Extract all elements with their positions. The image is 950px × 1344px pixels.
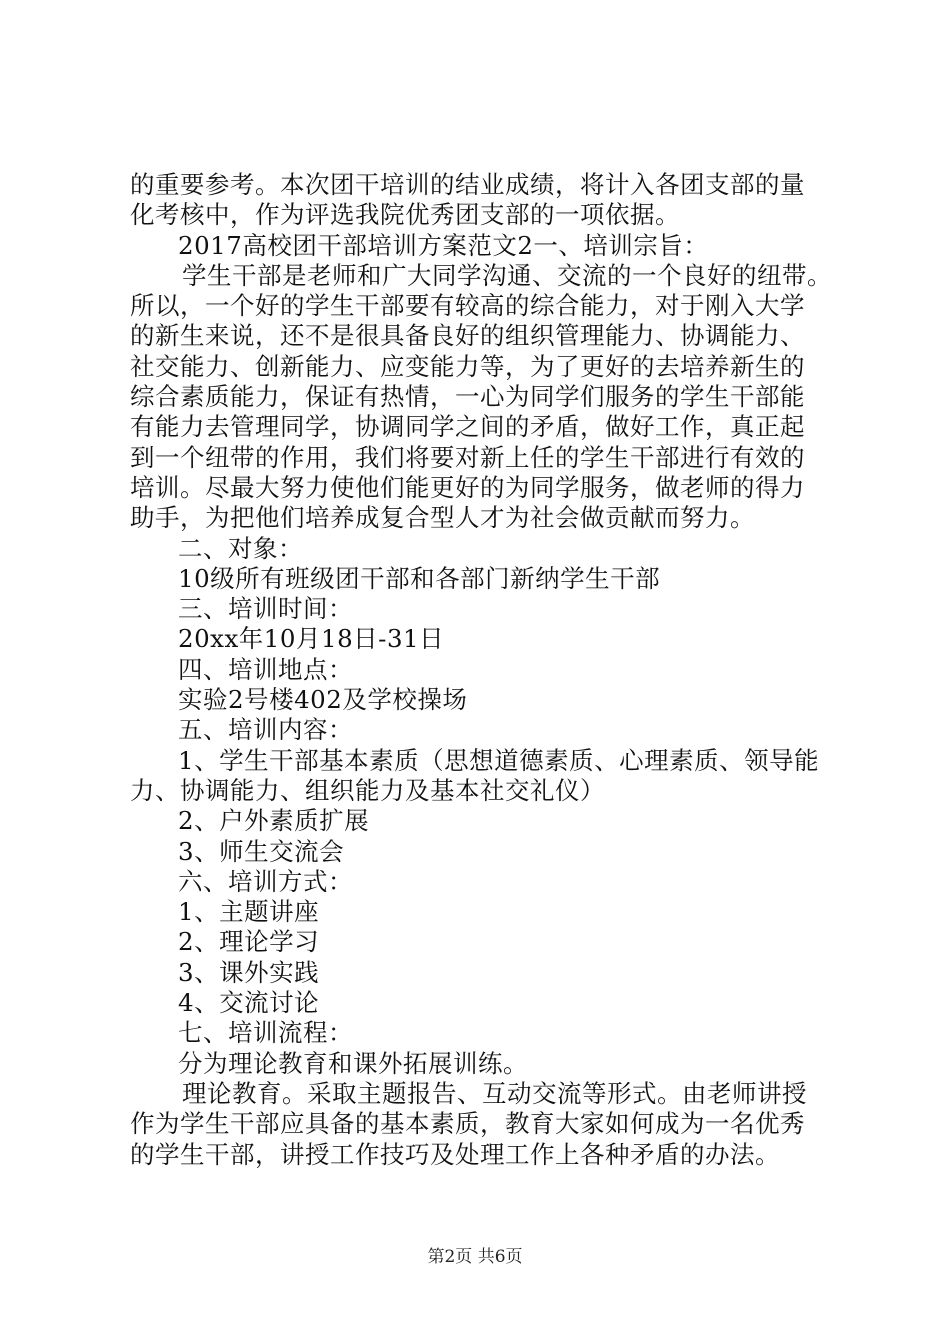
text-line: 五、培训内容： <box>178 715 353 745</box>
paragraph <box>130 1079 830 1170</box>
paragraph <box>130 715 830 745</box>
paragraph <box>130 534 830 564</box>
document-body <box>130 170 830 1170</box>
text-line: 助手，为把他们培养成复合型人才为社会做贡献而努力。 <box>130 503 755 533</box>
text-line: 实验2号楼402及学校操场 <box>178 685 468 715</box>
paragraph <box>130 1049 830 1079</box>
text-line: 的学生干部，讲授工作技巧及处理工作上各种矛盾的办法。 <box>130 1139 780 1169</box>
paragraph <box>130 231 830 261</box>
text-line: 六、培训方式： <box>178 866 353 896</box>
text-line: 三、培训时间： <box>178 594 353 624</box>
text-line: 学生干部是老师和广大同学沟通、交流的一个良好的纽带。 <box>182 260 832 290</box>
paragraph <box>130 624 830 654</box>
text-line: 的新生来说，还不是很具备良好的组织管理能力、协调能力、 <box>130 321 805 351</box>
text-line: 作为学生干部应具备的基本素质，教育大家如何成为一名优秀 <box>130 1109 805 1139</box>
text-line: 3、师生交流会 <box>178 836 345 866</box>
text-line: 1、学生干部基本素质（思想道德素质、心理素质、领导能 <box>178 745 820 775</box>
text-line: 10级所有班级团干部和各部门新纳学生干部 <box>178 563 661 593</box>
paragraph <box>130 867 830 897</box>
paragraph <box>130 746 830 807</box>
paragraph <box>130 564 830 594</box>
text-line: 所以，一个好的学生干部要有较高的综合能力，对于刚入大学 <box>130 291 805 321</box>
paragraph <box>130 170 830 231</box>
text-line: 3、课外实践 <box>178 957 320 987</box>
text-line: 分为理论教育和课外拓展训练。 <box>178 1048 528 1078</box>
page-footer: 第2页 共6页 <box>427 1247 523 1267</box>
text-line: 4、交流讨论 <box>178 988 320 1018</box>
paragraph <box>130 1018 830 1048</box>
text-line: 20xx年10月18日-31日 <box>178 624 445 654</box>
paragraph <box>130 927 830 957</box>
text-line: 2、户外素质扩展 <box>178 806 370 836</box>
paragraph <box>130 897 830 927</box>
paragraph <box>130 594 830 624</box>
text-line: 二、对象： <box>178 533 303 563</box>
paragraph <box>130 988 830 1018</box>
paragraph <box>130 958 830 988</box>
text-line: 力、协调能力、组织能力及基本社交礼仪） <box>130 775 605 805</box>
text-line: 1、主题讲座 <box>178 897 320 927</box>
text-line: 培训。尽最大努力使他们能更好的为同学服务，做老师的得力 <box>130 472 805 502</box>
text-line: 四、培训地点： <box>178 654 353 684</box>
paragraph <box>130 655 830 685</box>
paragraph <box>130 837 830 867</box>
text-line: 到一个纽带的作用，我们将要对新上任的学生干部进行有效的 <box>130 442 805 472</box>
text-line: 综合素质能力，保证有热情，一心为同学们服务的学生干部能 <box>130 382 805 412</box>
text-line: 2017高校团干部培训方案范文2一、培训宗旨： <box>178 230 709 260</box>
text-line: 七、培训流程： <box>178 1018 353 1048</box>
text-line: 理论教育。采取主题报告、互动交流等形式。由老师讲授 <box>182 1078 807 1108</box>
text-line: 的重要参考。本次团干培训的结业成绩，将计入各团支部的量 <box>130 170 805 199</box>
text-line: 2、理论学习 <box>178 927 320 957</box>
text-line: 化考核中，作为评选我院优秀团支部的一项依据。 <box>130 200 680 230</box>
text-line: 社交能力、创新能力、应变能力等，为了更好的去培养新生的 <box>130 351 805 381</box>
paragraph <box>130 806 830 836</box>
paragraph <box>130 685 830 715</box>
text-line: 有能力去管理同学，协调同学之间的矛盾，做好工作，真正起 <box>130 412 805 442</box>
paragraph <box>130 261 830 534</box>
